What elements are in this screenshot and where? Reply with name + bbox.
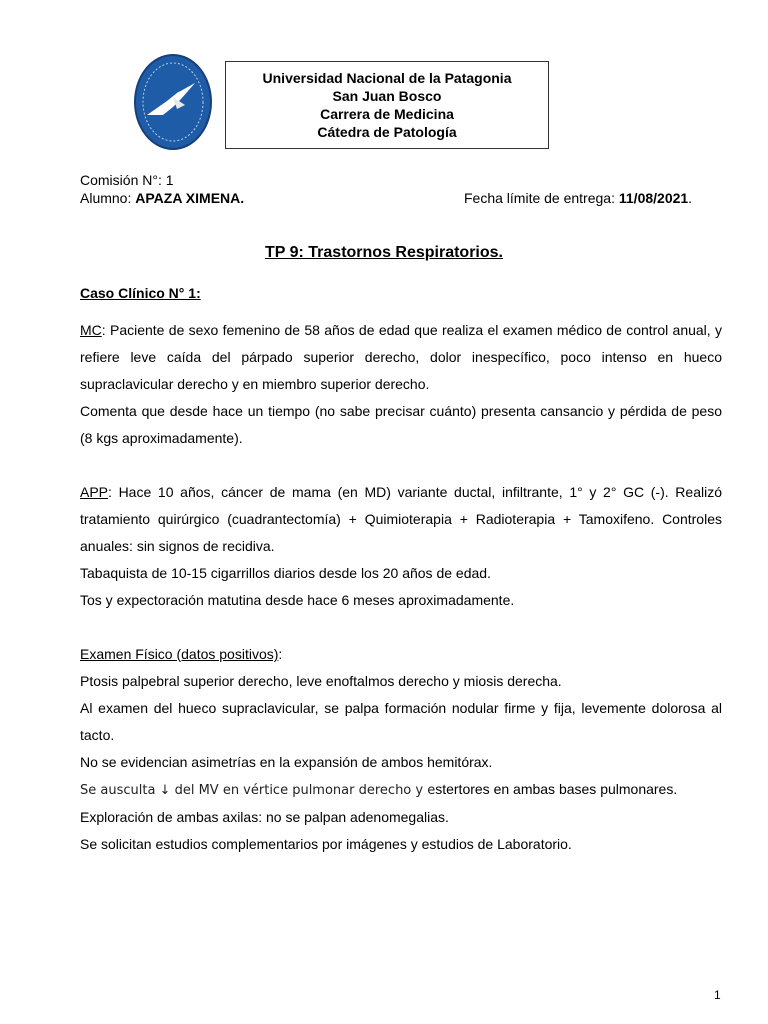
- mc-text: : Paciente de sexo femenino de 58 años de edad que realiza el examen médico de control anual, y refiere leve caída del párpado superior derecho, dolor inespecífico, poco intenso en hueco supraclavicular derecho y en miembro superior derecho.: [80, 322, 722, 392]
- university-name: Universidad Nacional de la Patagonia: [262, 70, 512, 86]
- app-paragraph-3: Tos y expectoración matutina desde hace 6 meses aproximadamente.: [80, 592, 515, 608]
- app-label: APP: [80, 484, 109, 500]
- page-number: 1: [714, 988, 721, 1002]
- comision-line: [80, 171, 174, 189]
- institution-header: [225, 61, 549, 149]
- exam-line-4: [80, 776, 722, 804]
- exam-label: Examen Físico (datos positivos): [80, 646, 279, 662]
- career-name: Carrera de Medicina: [320, 106, 454, 122]
- case-heading: Caso Clínico N° 1:: [80, 285, 201, 301]
- alumno-line: [80, 189, 244, 207]
- exam-line-1: Ptosis palpebral superior derecho, leve enoftalmos derecho y miosis derecha.: [80, 673, 562, 689]
- exam-line-3: No se evidencian asimetrías en la expansión de ambos hemitórax.: [80, 754, 493, 770]
- alumno-value: APAZA XIMENA.: [135, 190, 245, 206]
- exam-label-end: :: [278, 646, 283, 662]
- university-logo: [133, 53, 213, 151]
- exam-line-2: Al examen del hueco supraclavicular, se palpa formación nodular firme y fija, levemente dolorosa al tacto.: [80, 700, 722, 743]
- app-paragraph: [80, 479, 722, 560]
- app-text: : Hace 10 años, cáncer de mama (en MD) variante ductal, infiltrante, 1° y 2° GC (-). Realizó tratamiento quirúrgico (cuadrantectomía) + Quimioterapia + Radioterapia + Tamoxifeno. Controles anuales: sin signos de recidiva.: [80, 484, 722, 554]
- mc-label: MC: [80, 322, 102, 338]
- exam-line-6: Se solicitan estudios complementarios por imágenes y estudios de Laboratorio.: [80, 836, 572, 852]
- exam-line-5: Exploración de ambas axilas: no se palpan adenomegalias.: [80, 809, 449, 825]
- app-paragraph-2: Tabaquista de 10-15 cigarrillos diarios desde los 20 años de edad.: [80, 565, 491, 581]
- deadline-label: Fecha límite de entrega:: [464, 190, 615, 206]
- deadline-end: .: [688, 190, 693, 206]
- exam-line-4a: Se ausculta ↓ del MV en vértice pulmonar derecho y e: [80, 783, 436, 798]
- alumno-label: Alumno:: [80, 190, 132, 206]
- case-body: [80, 317, 722, 858]
- exam-line-4b: stertores en ambas bases pulmonares.: [435, 781, 678, 797]
- mc-paragraph-2: Comenta que desde hace un tiempo (no sabe precisar cuánto) presenta cansancio y pérdida de peso (8 kgs aproximadamente).: [80, 403, 722, 446]
- comision-value: 1: [165, 172, 174, 188]
- deadline-value: 11/08/2021: [618, 190, 689, 206]
- document-title: TP 9: Trastornos Respiratorios.: [265, 244, 503, 261]
- deadline-line: [464, 189, 692, 207]
- university-campus: San Juan Bosco: [332, 88, 442, 104]
- exam-heading: [80, 641, 722, 668]
- comision-label: Comisión N°:: [80, 172, 162, 188]
- chair-name: Cátedra de Patología: [317, 124, 457, 140]
- mc-paragraph: [80, 317, 722, 398]
